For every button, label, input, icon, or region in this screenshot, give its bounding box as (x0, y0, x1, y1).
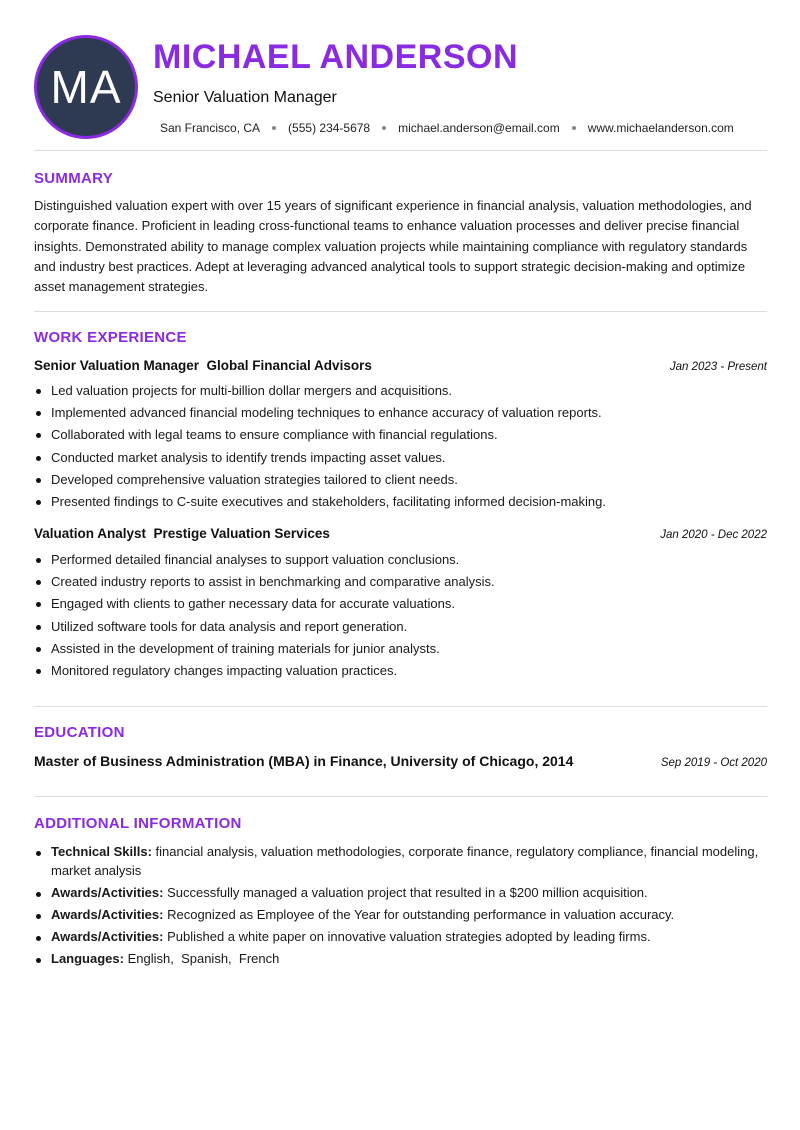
info-label: Awards/Activities: (51, 929, 164, 944)
separator-dot (272, 126, 276, 130)
bullet-item: Developed comprehensive valuation strategies tailored to client needs. (34, 469, 767, 491)
info-text: Successfully managed a valuation project that resulted in a $200 million acquisition. (167, 885, 648, 900)
education-dates: Sep 2019 - Oct 2020 (660, 757, 767, 769)
divider (34, 311, 767, 312)
info-text: Recognized as Employee of the Year for outstanding performance in valuation accuracy. (167, 907, 675, 922)
divider (34, 150, 767, 151)
info-text: Published a white paper on innovative valuation strategies adopted by leading firms. (167, 929, 651, 944)
info-item (34, 883, 767, 902)
education-entry (34, 753, 767, 769)
bullet-item: Monitored regulatory changes impacting valuation practices. (34, 660, 767, 682)
job-bullets (34, 380, 767, 513)
info-item (34, 927, 767, 946)
bullet-item: Conducted market analysis to identify trends impacting asset values. (34, 447, 767, 469)
info-item (34, 905, 767, 924)
job-header (34, 526, 767, 541)
experience-heading: WORK EXPERIENCE (34, 329, 187, 346)
info-text: financial analysis, valuation methodologies, corporate finance, regulatory compliance, financial modeling, market analysis (51, 844, 759, 878)
info-label: Awards/Activities: (51, 907, 164, 922)
additional-heading: ADDITIONAL INFORMATION (34, 815, 242, 832)
bullet-item: Assisted in the development of training materials for junior analysts. (34, 638, 767, 660)
candidate-title: Senior Valuation Manager (153, 89, 337, 106)
bullet-item: Performed detailed financial analyses to support valuation conclusions. (34, 549, 767, 571)
bullet-item: Presented findings to C-suite executives and stakeholders, facilitating informed decision-making. (34, 491, 767, 513)
separator-dot (382, 126, 386, 130)
contact-bar (160, 121, 734, 135)
job-header (34, 358, 767, 373)
info-text: English, Spanish, French (127, 951, 280, 966)
summary-text: Distinguished valuation expert with over 15 years of significant experience in financial analysis, valuation methodologies, and corporate finance. Proficient in leading cross-functional teams to enhance valuation processes and deliver precise financial insights. Demonstrated ability to manage complex valuation projects while maintaining compliance with regulatory standards and industry best practices. Adept at leveraging advanced analytical tools to support strategic decision-making and optimize asset management strategies. (34, 198, 752, 295)
summary-heading: SUMMARY (34, 170, 114, 187)
bullet-item: Utilized software tools for data analysis and report generation. (34, 616, 767, 638)
job-dates: Jan 2023 - Present (669, 361, 767, 373)
info-item (34, 842, 767, 880)
bullet-item: Created industry reports to assist in benchmarking and comparative analysis. (34, 571, 767, 593)
bullet-item: Implemented advanced financial modeling techniques to enhance accuracy of valuation reports. (34, 402, 767, 424)
contact-location: San Francisco, CA (160, 121, 261, 135)
bullet-item: Led valuation projects for multi-billion dollar mergers and acquisitions. (34, 380, 767, 402)
job-title: Valuation Analyst Prestige Valuation Services (34, 526, 330, 541)
avatar (34, 35, 138, 139)
bullet-item: Collaborated with legal teams to ensure compliance with financial regulations. (34, 424, 767, 446)
additional-list (34, 842, 767, 971)
bullet-item: Engaged with clients to gather necessary data for accurate valuations. (34, 593, 767, 615)
education-heading: EDUCATION (34, 724, 125, 741)
contact-phone: (555) 234-5678 (288, 121, 371, 135)
info-label: Technical Skills: (51, 844, 152, 859)
info-item (34, 949, 767, 968)
divider (34, 796, 767, 797)
info-label: Awards/Activities: (51, 885, 164, 900)
separator-dot (572, 126, 576, 130)
info-label: Languages: (51, 951, 124, 966)
contact-email[interactable]: michael.anderson@email.com (398, 121, 560, 135)
avatar-initials: MA (50, 61, 122, 113)
divider (34, 706, 767, 707)
job-title: Senior Valuation Manager Global Financial Advisors (34, 358, 372, 373)
candidate-name: MICHAEL ANDERSON (153, 38, 519, 76)
education-degree: Master of Business Administration (MBA) in Finance, University of Chicago, 2014 (34, 753, 574, 769)
contact-website[interactable]: www.michaelanderson.com (587, 121, 734, 135)
job-dates: Jan 2020 - Dec 2022 (660, 529, 767, 541)
job-bullets (34, 549, 767, 682)
